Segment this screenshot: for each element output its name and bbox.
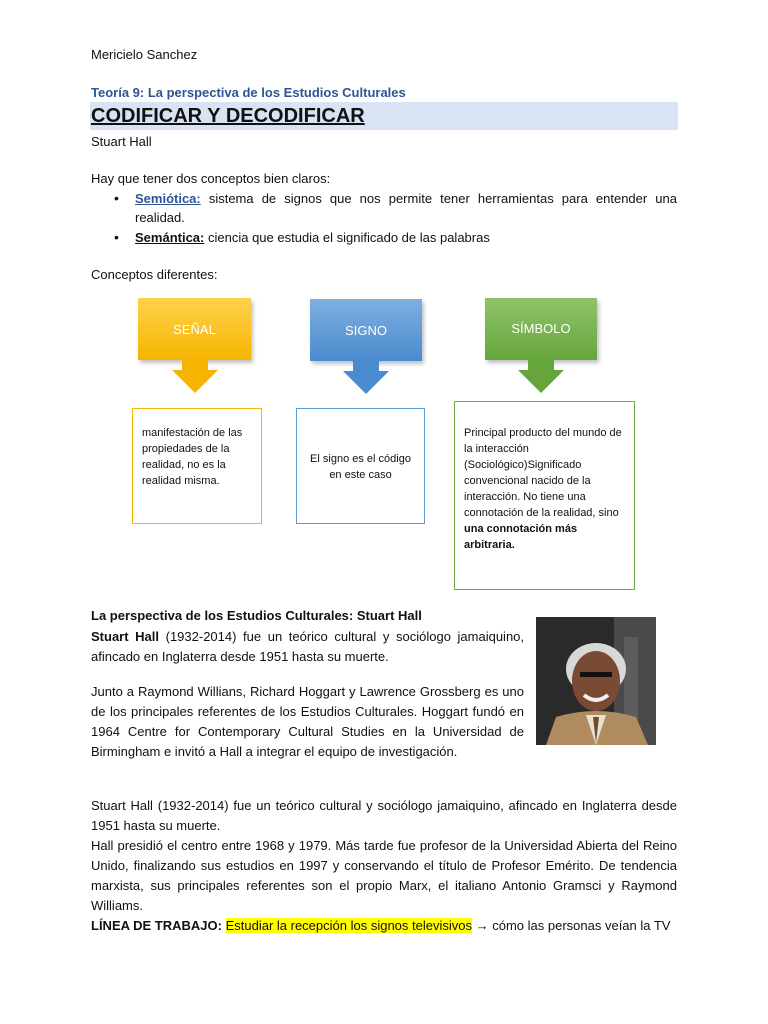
term-semiotica: Semiótica: bbox=[135, 191, 201, 206]
work-line bbox=[91, 916, 677, 936]
title-bar bbox=[90, 102, 678, 130]
def-semiotica: sistema de signos que nos permite tener herramientas para entender una realidad. bbox=[135, 191, 677, 225]
theory-heading: Teoría 9: La perspectiva de los Estudios Culturales bbox=[91, 85, 406, 100]
diagram-desc-simbolo bbox=[454, 401, 635, 590]
section-heading: La perspectiva de los Estudios Culturales: Stuart Hall bbox=[91, 608, 422, 623]
concepts-label: Conceptos diferentes: bbox=[91, 267, 218, 282]
diagram-desc-simbolo-text: Principal producto del mundo de la interacción (Sociológico)Significado convencional nacido de la interacción. No tiene una connotación de la realidad, sino bbox=[464, 427, 622, 519]
paragraph-1 bbox=[91, 627, 524, 667]
stuart-hall-photo bbox=[536, 617, 656, 745]
diagram-box-senal bbox=[138, 298, 251, 360]
diagram-label-simbolo: SÍMBOLO bbox=[511, 321, 571, 336]
work-line-rest: cómo las personas veían la TV bbox=[488, 918, 671, 933]
portrait-image bbox=[536, 617, 656, 745]
diagram-box-simbolo bbox=[485, 298, 597, 360]
paragraph-3 bbox=[91, 796, 677, 936]
diagram-desc-simbolo-bold: una connotación más arbitraria. bbox=[464, 523, 578, 551]
diagram-label-senal: SEÑAL bbox=[173, 322, 216, 337]
right-arrow-icon: → bbox=[475, 918, 489, 933]
paragraph-1-text: (1932-2014) fue un teórico cultural y sociólogo jamaiquino, afincado en Inglaterra desde 1951 hasta su muerte. bbox=[91, 629, 525, 664]
subtitle: Stuart Hall bbox=[91, 134, 152, 149]
arrow-down-icon bbox=[341, 361, 391, 395]
paragraph-4-text: Hall presidió el centro entre 1968 y 1979. Más tarde fue profesor de la Universidad Abierta del Reino Unido, finalizando sus estudios en 1997 y conservando el título de Profesor Emérito. De tendencia marxista, sus principales referentes son el propio Marx, el italiano Antonio Gramsci y Raymond Williams. bbox=[91, 838, 677, 913]
arrow-down-icon bbox=[516, 360, 566, 394]
author-name: Mericielo Sanchez bbox=[91, 47, 198, 62]
page-title: CODIFICAR Y DECODIFICAR bbox=[91, 105, 365, 127]
bullet-dot: • bbox=[114, 229, 119, 245]
diagram-label-signo: SIGNO bbox=[345, 323, 387, 338]
bullet-dot: • bbox=[114, 190, 119, 206]
work-line-label: LÍNEA DE TRABAJO: bbox=[91, 918, 222, 933]
arrow-down-icon bbox=[170, 360, 220, 394]
intro-text: Hay que tener dos conceptos bien claros: bbox=[91, 171, 331, 186]
work-line-highlight: Estudiar la recepción los signos televisivos bbox=[225, 918, 472, 933]
paragraph-3-text: Stuart Hall (1932-2014) fue un teórico cultural y sociólogo jamaiquino, afincado en Inglaterra desde 1951 hasta su muerte. bbox=[91, 798, 677, 833]
def-semantica: ciencia que estudia el significado de las palabras bbox=[204, 230, 490, 245]
diagram-desc-senal: manifestación de las propiedades de la realidad, no es la realidad misma. bbox=[132, 408, 262, 524]
paragraph-1-bold: Stuart Hall bbox=[91, 629, 160, 644]
paragraph-2: Junto a Raymond Willians, Richard Hoggart y Lawrence Grossberg es uno de los principales referentes de los Estudios Culturales. Hoggart fundó en 1964 Centre for Contemporary Cultural Studies en la Universidad de Birmingham e invitó a Hall a integrar el equipo de investigación. bbox=[91, 684, 524, 759]
diagram-box-signo bbox=[310, 299, 422, 361]
term-semantica: Semántica: bbox=[135, 230, 205, 245]
diagram-desc-signo: El signo es el código en este caso bbox=[296, 408, 425, 524]
